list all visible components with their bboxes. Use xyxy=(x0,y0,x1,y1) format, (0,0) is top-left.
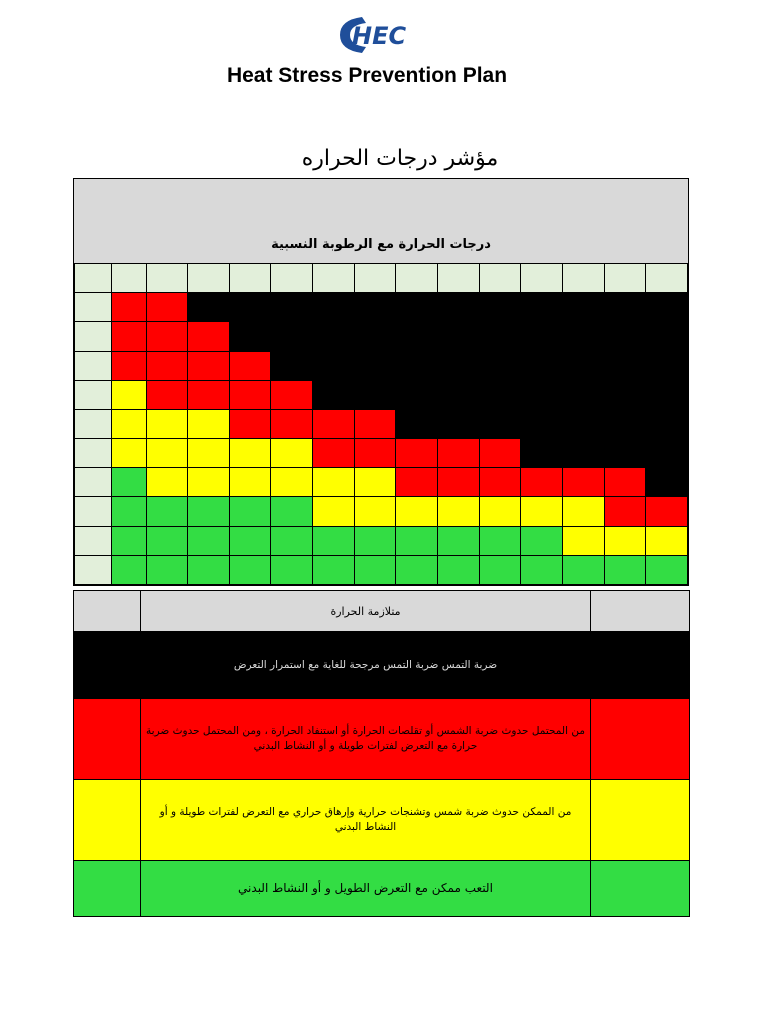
heat-index-cell xyxy=(146,409,188,438)
heat-index-cell xyxy=(646,380,688,409)
heat-index-cell xyxy=(313,264,355,293)
heat-index-cell xyxy=(313,497,355,526)
heat-index-cell xyxy=(604,497,646,526)
heat-index-cell xyxy=(438,439,480,468)
legend-cell-yellow-right xyxy=(591,780,690,861)
heat-index-row xyxy=(75,351,688,380)
heat-index-cell xyxy=(354,468,396,497)
document-title: Heat Stress Prevention Plan xyxy=(226,64,508,87)
heat-index-cell xyxy=(562,380,604,409)
heat-index-cell xyxy=(75,351,112,380)
heat-index-cell xyxy=(479,293,521,322)
heat-index-cell xyxy=(521,380,563,409)
heat-index-cell xyxy=(604,439,646,468)
heat-index-cell xyxy=(75,526,112,555)
legend-swatch-green xyxy=(74,861,141,917)
heat-index-cell xyxy=(521,293,563,322)
heat-index-cell xyxy=(479,439,521,468)
heat-index-cell xyxy=(112,380,146,409)
heat-index-cell xyxy=(146,351,188,380)
heat-index-cell xyxy=(313,468,355,497)
heat-index-cell xyxy=(313,409,355,438)
heat-index-cell xyxy=(112,409,146,438)
heat-index-cell xyxy=(188,468,230,497)
heat-index-cell xyxy=(438,555,480,584)
heat-index-cell xyxy=(438,526,480,555)
heat-index-cell xyxy=(313,351,355,380)
heat-index-cell xyxy=(229,409,271,438)
heat-index-row xyxy=(75,322,688,351)
legend-header-cell-left xyxy=(74,591,141,632)
heat-index-cell xyxy=(479,351,521,380)
legend-description-yellow: من الممكن حدوث ضربة شمس وتشنجات حرارية وإرهاق حراري مع التعرض لفترات طويلة و أو النشاط البدني xyxy=(141,780,591,861)
heat-index-cell xyxy=(229,555,271,584)
heat-index-cell xyxy=(112,293,146,322)
heat-index-cell xyxy=(188,526,230,555)
heat-index-row xyxy=(75,526,688,555)
legend-description-red: من المحتمل حدوث ضربة الشمس أو تقلصات الحرارة أو استنفاد الحرارة ، ومن المحتمل حدوث ضربة حرارة مع التعرض لفترات طويلة و أو النشاط البدني xyxy=(141,699,591,780)
heat-index-cell xyxy=(396,322,438,351)
heat-index-cell xyxy=(146,526,188,555)
heat-index-cell xyxy=(438,322,480,351)
heat-index-cell xyxy=(604,380,646,409)
heat-index-cell xyxy=(188,293,230,322)
heat-index-cell xyxy=(396,526,438,555)
heat-index-cell xyxy=(271,380,313,409)
legend-header-label: متلازمة الحرارة xyxy=(141,591,591,632)
heat-index-cell xyxy=(562,322,604,351)
heat-index-cell xyxy=(396,439,438,468)
heat-index-cell xyxy=(479,497,521,526)
heat-index-cell xyxy=(562,264,604,293)
legend-cell-black-right xyxy=(591,632,690,699)
heat-index-row xyxy=(75,380,688,409)
heat-index-cell xyxy=(229,264,271,293)
heat-index-cell xyxy=(229,293,271,322)
heat-index-row xyxy=(75,468,688,497)
heat-index-cell xyxy=(313,322,355,351)
heat-index-cell xyxy=(271,293,313,322)
heat-index-cell xyxy=(188,497,230,526)
heat-index-cell xyxy=(396,380,438,409)
heat-index-cell xyxy=(479,322,521,351)
heat-index-cell xyxy=(112,264,146,293)
heat-index-cell xyxy=(438,497,480,526)
heat-index-cell xyxy=(562,468,604,497)
heat-index-cell xyxy=(562,555,604,584)
heat-index-cell xyxy=(229,322,271,351)
heat-index-cell xyxy=(604,526,646,555)
legend-cell-green-right xyxy=(591,861,690,917)
heat-index-cell xyxy=(438,380,480,409)
heat-index-cell xyxy=(112,526,146,555)
heat-index-cell xyxy=(646,351,688,380)
heat-index-cell xyxy=(112,351,146,380)
heat-index-cell xyxy=(396,293,438,322)
heat-index-cell xyxy=(521,497,563,526)
heat-index-cell xyxy=(146,264,188,293)
heat-index-cell xyxy=(75,322,112,351)
heat-index-cell xyxy=(479,409,521,438)
heat-index-cell xyxy=(146,497,188,526)
heat-index-cell xyxy=(271,322,313,351)
legend-description-green: التعب ممكن مع التعرض الطويل و أو النشاط البدني xyxy=(141,861,591,917)
heat-index-cell xyxy=(112,439,146,468)
heat-index-title: مؤشر درجات الحراره xyxy=(301,146,499,171)
heat-index-cell xyxy=(521,409,563,438)
heat-index-cell xyxy=(75,555,112,584)
heat-index-cell xyxy=(313,526,355,555)
heat-index-cell xyxy=(75,497,112,526)
heat-index-cell xyxy=(313,555,355,584)
legend-swatch-yellow xyxy=(74,780,141,861)
heat-index-cell xyxy=(479,264,521,293)
legend-cell-red-right xyxy=(591,699,690,780)
heat-index-cell xyxy=(479,555,521,584)
heat-index-cell xyxy=(562,439,604,468)
legend-swatch-black xyxy=(74,632,141,699)
heat-index-cell xyxy=(604,351,646,380)
hec-logo xyxy=(332,4,424,64)
heat-index-table-header-label: درجات الحرارة مع الرطوبة النسبية xyxy=(271,237,491,252)
heat-index-cell xyxy=(146,380,188,409)
heat-index-row xyxy=(75,293,688,322)
heat-index-cell xyxy=(188,322,230,351)
heat-index-cell xyxy=(146,468,188,497)
heat-index-cell xyxy=(479,468,521,497)
heat-index-cell xyxy=(562,497,604,526)
heat-index-cell xyxy=(438,293,480,322)
heat-index-cell xyxy=(646,322,688,351)
heat-index-table xyxy=(73,178,689,586)
heat-syndrome-legend xyxy=(73,590,690,917)
heat-index-cell xyxy=(521,555,563,584)
heat-index-cell xyxy=(75,439,112,468)
heat-index-cell xyxy=(646,468,688,497)
heat-index-cell xyxy=(188,409,230,438)
heat-index-cell xyxy=(354,497,396,526)
heat-index-cell xyxy=(562,351,604,380)
heat-index-cell xyxy=(112,322,146,351)
heat-index-cell xyxy=(354,322,396,351)
heat-index-cell xyxy=(479,526,521,555)
heat-index-cell xyxy=(313,293,355,322)
heat-index-row xyxy=(75,439,688,468)
heat-index-cell xyxy=(396,409,438,438)
heat-index-cell xyxy=(354,526,396,555)
heat-index-cell xyxy=(562,526,604,555)
heat-index-cell xyxy=(521,439,563,468)
heat-index-cell xyxy=(313,380,355,409)
heat-index-cell xyxy=(354,293,396,322)
heat-index-cell xyxy=(521,351,563,380)
heat-index-cell xyxy=(646,555,688,584)
heat-index-cell xyxy=(112,468,146,497)
heat-index-cell xyxy=(354,555,396,584)
heat-index-cell xyxy=(521,264,563,293)
heat-index-cell xyxy=(229,380,271,409)
heat-index-cell xyxy=(646,293,688,322)
heat-index-cell xyxy=(396,555,438,584)
heat-index-cell xyxy=(521,468,563,497)
legend-row-green xyxy=(74,861,690,917)
heat-index-cell xyxy=(146,293,188,322)
heat-index-grid xyxy=(74,263,688,585)
heat-index-cell xyxy=(396,497,438,526)
heat-index-cell xyxy=(229,439,271,468)
heat-index-cell xyxy=(271,497,313,526)
heat-index-cell xyxy=(271,555,313,584)
heat-index-row xyxy=(75,497,688,526)
heat-index-cell xyxy=(604,409,646,438)
heat-index-cell xyxy=(604,293,646,322)
heat-index-cell xyxy=(271,409,313,438)
heat-index-cell xyxy=(271,439,313,468)
heat-index-cell xyxy=(396,351,438,380)
legend-header-row xyxy=(74,591,690,632)
heat-index-cell xyxy=(479,380,521,409)
heat-index-cell xyxy=(75,409,112,438)
legend-swatch-red xyxy=(74,699,141,780)
heat-index-cell xyxy=(438,409,480,438)
heat-index-cell xyxy=(521,526,563,555)
heat-index-cell xyxy=(354,380,396,409)
legend-row-yellow xyxy=(74,780,690,861)
heat-index-cell xyxy=(438,351,480,380)
heat-index-cell xyxy=(646,526,688,555)
heat-index-cell xyxy=(271,351,313,380)
heat-index-cell xyxy=(229,497,271,526)
heat-index-cell xyxy=(188,351,230,380)
heat-index-cell xyxy=(75,380,112,409)
heat-index-cell xyxy=(646,264,688,293)
heat-index-cell xyxy=(313,439,355,468)
heat-index-table-header xyxy=(74,179,688,263)
heat-index-cell xyxy=(75,468,112,497)
heat-index-cell xyxy=(562,409,604,438)
heat-index-cell xyxy=(146,322,188,351)
heat-index-cell xyxy=(604,555,646,584)
heat-index-cell xyxy=(396,468,438,497)
heat-index-cell xyxy=(271,526,313,555)
heat-index-cell xyxy=(646,409,688,438)
heat-index-cell xyxy=(112,497,146,526)
heat-index-cell xyxy=(188,555,230,584)
heat-index-cell xyxy=(188,264,230,293)
heat-index-cell xyxy=(521,322,563,351)
legend-header-cell-right xyxy=(591,591,690,632)
heat-index-cell xyxy=(354,409,396,438)
heat-index-cell xyxy=(188,380,230,409)
heat-index-cell xyxy=(604,264,646,293)
heat-index-cell xyxy=(229,351,271,380)
heat-index-cell xyxy=(271,264,313,293)
heat-index-cell xyxy=(438,264,480,293)
heat-index-cell xyxy=(354,351,396,380)
legend-row-red xyxy=(74,699,690,780)
heat-index-cell xyxy=(75,264,112,293)
legend-row-black xyxy=(74,632,690,699)
heat-index-row xyxy=(75,409,688,438)
heat-index-cell xyxy=(604,468,646,497)
heat-index-cell xyxy=(271,468,313,497)
heat-index-cell xyxy=(646,497,688,526)
heat-index-cell xyxy=(75,293,112,322)
heat-index-cell xyxy=(562,293,604,322)
legend-description-black: ضربة التمس ضربة التمس مرجحة للغاية مع استمرار التعرض xyxy=(141,632,591,699)
heat-index-cell xyxy=(438,468,480,497)
heat-index-cell xyxy=(396,264,438,293)
heat-index-cell xyxy=(188,439,230,468)
heat-index-cell xyxy=(646,439,688,468)
heat-index-row xyxy=(75,264,688,293)
logo-text: HEC xyxy=(352,22,407,50)
heat-index-cell xyxy=(146,439,188,468)
heat-index-cell xyxy=(229,526,271,555)
heat-index-cell xyxy=(604,322,646,351)
heat-index-cell xyxy=(354,439,396,468)
heat-index-cell xyxy=(229,468,271,497)
heat-index-cell xyxy=(112,555,146,584)
heat-index-cell xyxy=(146,555,188,584)
heat-index-cell xyxy=(354,264,396,293)
heat-index-row xyxy=(75,555,688,584)
